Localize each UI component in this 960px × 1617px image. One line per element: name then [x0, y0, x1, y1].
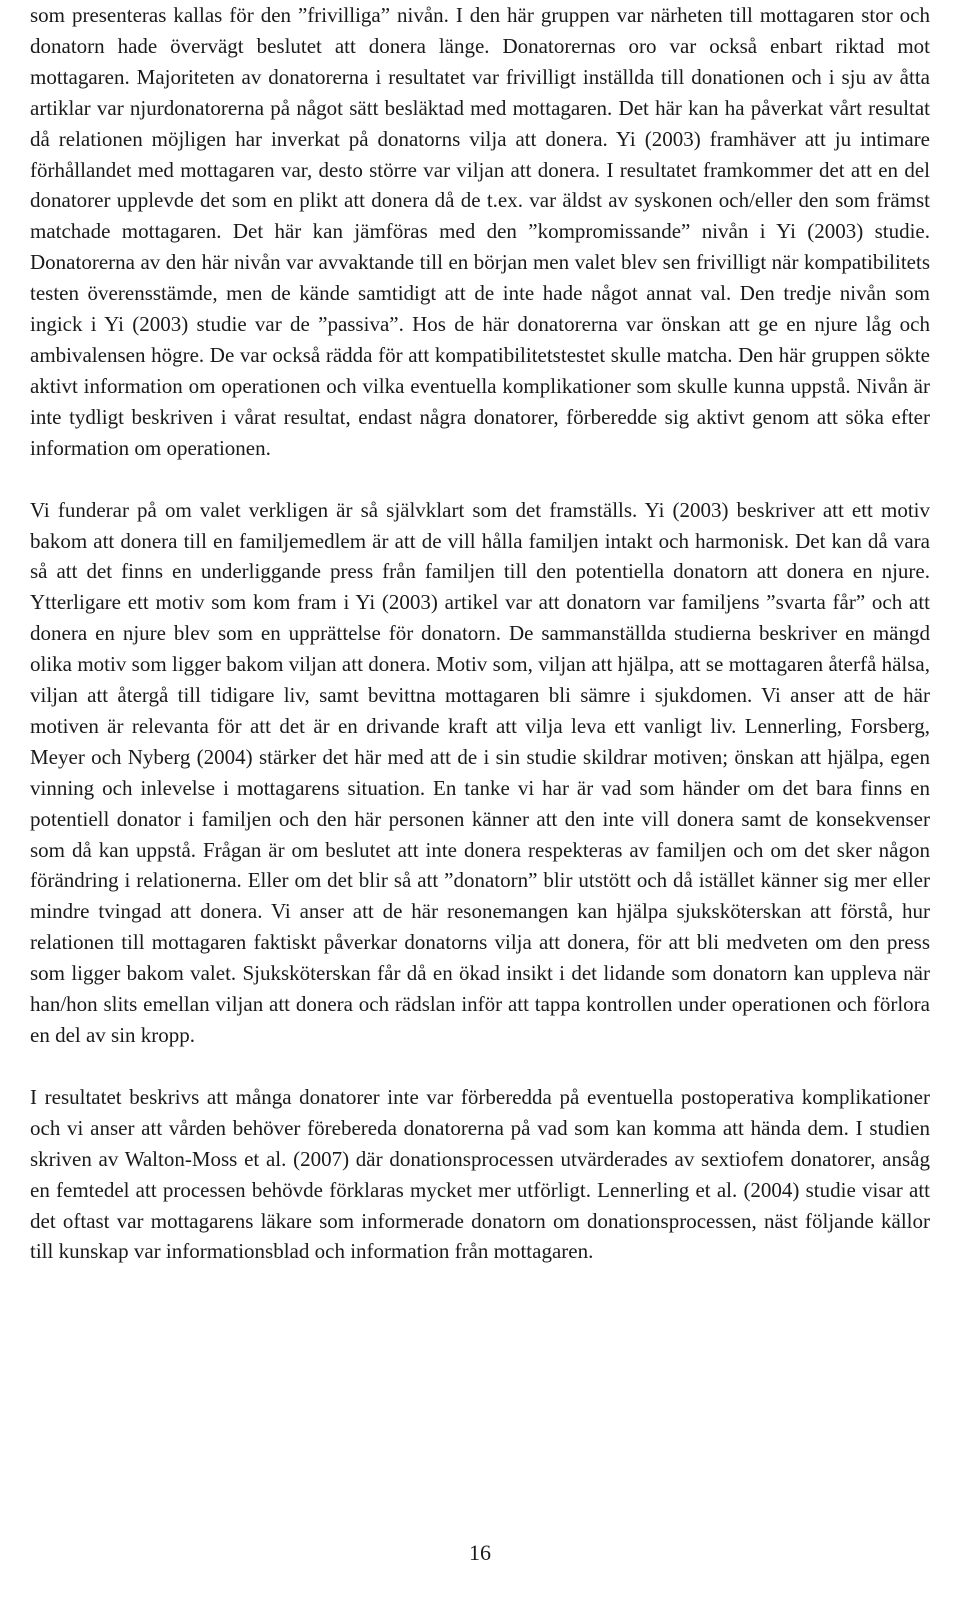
- body-paragraph-3: I resultatet beskrivs att många donatorer inte var förberedda på eventuella postoperativa komplikationer och vi anser att vården behöver förebereda donatorerna på vad som kan komma att hända dem. I studien skriven av Walton-Moss et al. (2007) där donationsprocessen utvärderades av sextiofem donatorer, ansåg en femtedel att processen behövde förklaras mycket mer utförligt. Lennerling et al. (2004) studie visar att det oftast var mottagarens läkare som informerade donatorn om donationsprocessen, näst följande källor till kunskap var informationsblad och information från mottagaren.: [30, 1084, 930, 1264]
- page-number: 16: [469, 1540, 491, 1565]
- document-page: [30, 0, 930, 1267]
- body-paragraph-1: som presenteras kallas för den ”frivilliga” nivån. I den här gruppen var närheten till mottagaren stor och donatorn hade övervägt beslutet att donera länge. Donatorernas oro var också enbart riktad mot mottagaren. Majoriteten av donatorerna i resultatet var frivilligt inställda till donationen och i sju av åtta artiklar var njurdonatorerna på något sätt besläktad med mottagaren. Det här kan ha påverkat vårt resultat då relationen möjligen har inverkat på donatorns vilja att donera. Yi (2003) framhäver att ju intimare förhållandet med mottagaren var, desto större var viljan att donera. I resultatet framkommer det att en del donatorer upplevde det som en plikt att donera då de t.ex. var äldst av syskonen och/eller den som främst matchade mottagaren. Det här kan jämföras med den ”kompromissande” nivån i Yi (2003) studie. Donatorerna av den här nivån var avvaktande till en början men valet blev sen frivilligt när kompatibilitets testen överensstämde, men de kände samtidigt att de inte hade något annat val. Den tredje nivån som ingick i Yi (2003) studie var de ”passiva”. Hos de här donatorerna var önskan att ge en njure låg och ambivalensen högre. De var också rädda för att kompatibilitetstestet skulle matcha. Den här gruppen sökte aktivt information om operationen och vilka eventuella komplikationer som skulle kunna uppstå. Nivån är inte tydligt beskriven i vårat resultat, endast några donatorer, förberedde sig aktivt genom att söka efter information om operationen.: [30, 3, 930, 460]
- body-paragraph-2: Vi funderar på om valet verkligen är så självklart som det framställs. Yi (2003) beskriver att ett motiv bakom att donera till en familjemedlem är att de vill hålla familjen intakt och harmonisk. Det kan då vara så att det finns en underliggande press från familjen till den potentiella donatorn att donera en njure. Ytterligare ett motiv som kom fram i Yi (2003) artikel var att donatorn var familjens ”svarta får” och att donera en njure blev som en upprättelse för donatorn. De sammanställda studierna beskriver en mängd olika motiv som ligger bakom viljan att donera. Motiv som, viljan att hjälpa, att se mottagaren återfå hälsa, viljan att återgå till tidigare liv, samt bevittna mottagaren bli sämre i sjukdomen. Vi anser att de här motiven är relevanta för att det är en drivande kraft att vilja leva ett vanligt liv. Lennerling, Forsberg, Meyer och Nyberg (2004) stärker det här med att de i sin studie skildrar motiven; önskan att hjälpa, egen vinning och inlevelse i mottagarens situation. En tanke vi har är vad som händer om det bara finns en potentiell donator i familjen och den här personen känner att den inte vill donera samt de konsekvenser som då kan uppstå. Frågan är om beslutet att inte donera respekteras av familjen och om det sker någon förändring i relationerna. Eller om det blir så att ”donatorn” blir utstött och då istället känner sig mer eller mindre tvingad att donera. Vi anser att de här resonemangen kan hjälpa sjuksköterskan att förstå, hur relationen till mottagaren faktiskt påverkar donatorns vilja att donera, för att bli medveten om den press som ligger bakom valet. Sjuksköterskan får då en ökad insikt i det lidande som donatorn kan uppleva när han/hon slits emellan viljan att donera och rädslan inför att tappa kontrollen under operationen och förlora en del av sin kropp.: [30, 497, 930, 1047]
